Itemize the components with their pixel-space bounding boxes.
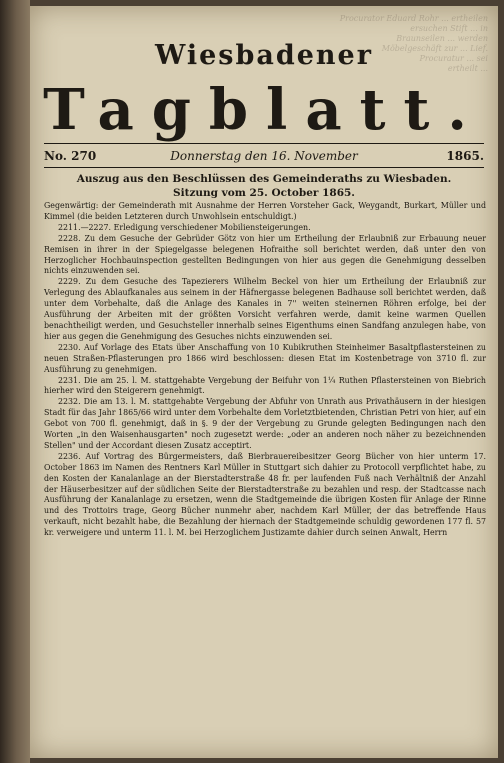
paragraph-2236: 2236. Auf Vortrag des Bürgermeisters, daß Bierbrauereibesitzer Georg Bücher von hier unterm 17. October 1863 im Namen des Rentners Karl Müller in Stuttgart sich dahier zu Protocoll verpflichtet habe, zu den Kosten der Kanalanlage an der Bierstadterstraße 48 fr. per laufenden Fuß nach Verhältniß der Anzahl der Häuserbesitzer auf der südlichen Seite der Bierstadterstraße zu bezahlen und resp. der Stadtcasse nach Ausführung der Kanalanlage zu ersetzen, wenn die Stadtgemeinde die übrigen Kosten für Anlage der Rinne und des Trottoirs trage, Georg Bücher nunmehr aber, nachdem Karl Müller, der das betreffende Haus verkauft, nicht bezahlt habe, die Bezahlung der hiernach der Stadtgemeinde schuldig gewordenen 177 fl. 57 kr. verweigere und unterm 11. l. M. bei Herzoglichem Justizamte dahier durch seinen Anwalt, Herrn [44,451,486,538]
paragraph-attendance: Gegenwärtig: der Gemeinderath mit Ausnahme der Herren Vorsteher Gack, Weygandt, Burkart, Müller und Kimmel (die beiden Letzteren durch Unwohlsein entschuldigt.) [44,201,486,221]
paragraph-2231: 2231. Die am 25. l. M. stattgehabte Vergebung der Beifuhr von 1¼ Ruthen Pflastersteinen von Biebrich hierher wird den Steigerern genehmigt. [44,375,486,396]
masthead-rule-bottom [44,167,484,168]
issue-date: Donnerstag den 16. November [170,149,358,163]
issue-info-row [44,147,484,165]
issue-year: 1865. [446,149,484,163]
masthead-line-2: Tagblatt. [43,77,485,143]
paragraph-2232: 2232. Die am 13. l. M. stattgehabte Vergebung der Abfuhr von Unrath aus Privathäusern in der hiesigen Stadt für das Jahr 1865/66 wird unter dem Vorbehalte dem Vorletztbietenden, Christian Petri von hier, auf ein Gebot von 700 fl. genehmigt, daß in §. 9 der der Vergebung zu Grunde gelegten Bedingungen nach den Worten „in den Waisenhausgarten" noch zugesetzt werde: „oder an anderen noch näher zu bezeichnenden Stellen" und der Accordant diesen Zusatz acceptirt. [44,397,486,450]
masthead-line-1: Wiesbadener [155,40,373,71]
article-body [44,201,486,539]
paragraph-2211: 2211.—2227. Erledigung verschiedener Mobiliensteigerungen. [58,222,311,232]
newspaper-page [30,6,498,758]
article-session: Sitzung vom 25. October 1865. [173,187,355,199]
book-spine [0,0,30,763]
article-headline: Auszug aus den Beschlüssen des Gemeinderaths zu Wiesbaden. [76,173,452,185]
masthead-rule-top [44,143,484,144]
paragraph-2230: 2230. Auf Vorlage des Etats über Anschaffung von 10 Kubikruthen Steinheimer Basaltpflastersteinen zu neuen Straßen-Pflasterungen pro 1866 wird beschlossen: diesen Etat im Kostenbetrage von 3710 fl. zur Ausführung zu genehmigen. [44,342,486,374]
bleed-through-text: Procurator Eduard Rohr ... ertheilen ersuchen Stift ... in Braunseilen ... werden Möbelgeschäft zur ... Lief. Procuratur ... sei ertheilt ... [339,14,488,73]
issue-number: No. 270 [44,149,97,163]
paragraph-2228: 2228. Zu dem Gesuche der Gebrüder Götz von hier um Ertheilung der Erlaubniß zur Erbauung neuer Remisen in ihrer in der Spiegelgasse belegenen Hofraithe soll berichtet werden, daß unter den von Herzoglicher Hochbauinspection gestellten Bedingungen von hier aus gegen die Genehmigung desselben nichts einzuwenden sei. [44,233,486,276]
paragraph-2229: 2229. Zu dem Gesuche des Tapezierers Wilhelm Beckel von hier um Ertheilung der Erlaubniß zur Verlegung des Ablaufkanales aus seinem in der Häfnergasse belegenen Badhause soll berichtet werden, daß unter dem Vorbehalte, daß die Anlage des Kanales in 7'' weiten steinernen Röhren erfolge, bei der Ausführung der Arbeiten mit der größten Vorsicht verfahren werde, damit keine warmen Quellen benachtheiligt werden, und Gesuchsteller innerhalb seines Eigenthums einen Sandfang anzulegen habe, von hier aus gegen die Genehmigung des Gesuches nichts einzuwenden sei. [44,277,486,341]
